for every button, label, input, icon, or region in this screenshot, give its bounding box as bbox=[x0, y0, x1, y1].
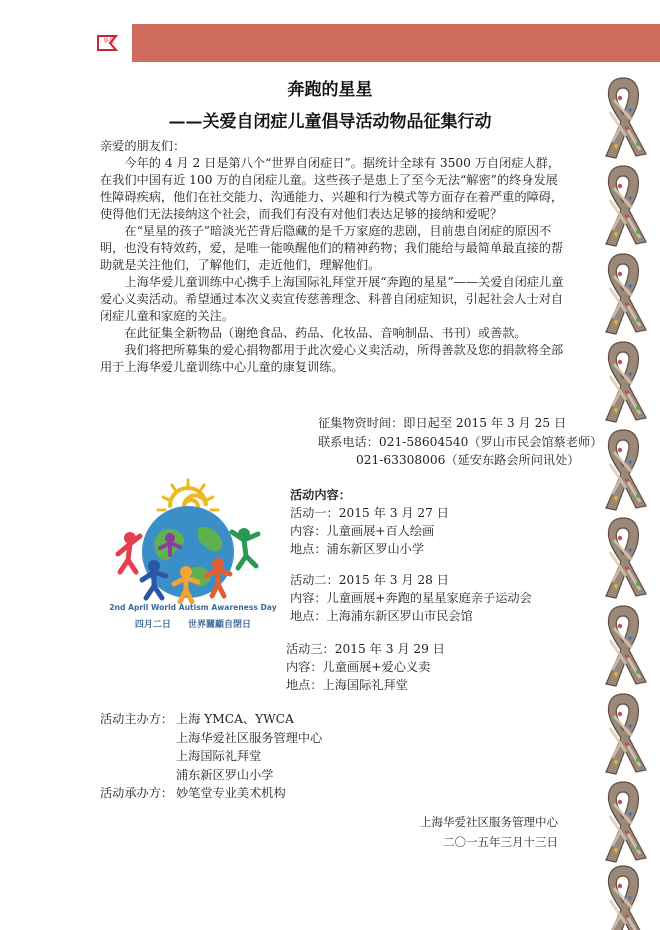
host-label: 活动主办方： bbox=[100, 712, 174, 726]
host-item: 上海国际礼拜堂 bbox=[176, 749, 262, 763]
activity-three bbox=[286, 640, 445, 694]
activity-one bbox=[290, 486, 449, 558]
host-row bbox=[100, 710, 322, 729]
activities-heading: 活动内容： bbox=[290, 488, 351, 502]
ribbon-column bbox=[592, 62, 660, 930]
contact-phone: 021-63308006（延安东路会所问讯处） bbox=[356, 453, 580, 467]
activity-place: 地点：上海浦东新区罗山市民会馆 bbox=[290, 609, 473, 623]
undertaker-label: 活动承办方： bbox=[100, 786, 174, 800]
logo bbox=[70, 24, 132, 62]
letter-paragraph: 我们将把所募集的爱心捐物都用于此次爱心义卖活动，所得善款及您的捐款将全部用于上海华爱儿童训练中心儿童的康复训练。 bbox=[100, 343, 564, 374]
autism-awareness-day-image bbox=[100, 476, 282, 634]
collection-period: 征集物资时间：即日起至 2015 年 3 月 25 日 bbox=[318, 416, 567, 430]
letter-body bbox=[100, 138, 570, 376]
host-item: 上海华爱社区服务管理中心 bbox=[176, 730, 323, 745]
header-bar bbox=[70, 24, 660, 62]
awareness-ribbon-icon bbox=[592, 686, 654, 778]
letter-paragraph: 在此征集全新物品（谢绝食品、药品、化妆品、音响制品、书刊）或善款。 bbox=[124, 326, 527, 340]
letter-paragraph: 在“星星的孩子”暗淡光芒背后隐藏的是千万家庭的悲剧，目前患自闭症的原因不明，也没有特效药，爱，是唯一能唤醒他们的精神药物；我们能给与最简单最直接的帮助就是关注他们，了解他们，走近他们，理解他们。 bbox=[100, 224, 564, 272]
awareness-caption-zh: 四月二日 世界關顧自閉日 bbox=[134, 620, 252, 630]
activity-date: 活动二：2015 年 3 月 28 日 bbox=[290, 573, 449, 587]
awareness-ribbon-icon bbox=[592, 774, 654, 866]
logo-text: 华爱 bbox=[103, 38, 116, 45]
awareness-ribbon-icon bbox=[592, 598, 654, 690]
activity-content: 内容：儿童画展+爱心义卖 bbox=[286, 660, 431, 674]
host-item: 上海 YMCA、YWCA bbox=[176, 712, 294, 726]
signature-date: 二〇一五年三月十三日 bbox=[443, 835, 558, 849]
awareness-ribbon-icon bbox=[592, 334, 654, 426]
collection-info bbox=[318, 414, 602, 470]
awareness-ribbon-icon bbox=[592, 158, 654, 250]
activity-date: 活动一：2015 年 3 月 27 日 bbox=[290, 506, 449, 520]
undertaker-row bbox=[100, 784, 322, 803]
signature bbox=[420, 812, 558, 852]
activity-place: 地点：浦东新区罗山小学 bbox=[290, 542, 425, 556]
host-item: 浦东新区罗山小学 bbox=[176, 767, 274, 782]
signature-org: 上海华爱社区服务管理中心 bbox=[420, 815, 558, 829]
undertaker-name: 妙笔堂专业美术机构 bbox=[176, 786, 286, 800]
greeting: 亲爱的朋友们： bbox=[100, 139, 186, 153]
activity-place: 地点：上海国际礼拜堂 bbox=[286, 678, 408, 692]
activity-content: 内容：儿童画展+奔跑的星星家庭亲子运动会 bbox=[290, 591, 532, 605]
activity-content: 内容：儿童画展+百人绘画 bbox=[290, 524, 435, 538]
organizers bbox=[100, 710, 322, 803]
page-subtitle: ——关爱自闭症儿童倡导活动物品征集行动 bbox=[168, 112, 492, 132]
page-title: 奔跑的星星 bbox=[287, 80, 373, 100]
contact-phone: 联系电话：021-58604540（罗山市民会馆蔡老师） bbox=[318, 434, 603, 449]
activity-two bbox=[290, 571, 532, 625]
letter-paragraph: 上海华爱儿童训练中心携手上海国际礼拜堂开展“奔跑的星星”——关爱自闭症儿童爱心义卖活动。希望通过本次义卖宣传慈善理念、科普自闭症知识，引起社会人士对自闭症儿童和家庭的关注。 bbox=[100, 275, 564, 323]
awareness-caption-en: 2nd April World Autism Awareness Day bbox=[109, 603, 277, 612]
awareness-ribbon-icon bbox=[592, 858, 654, 930]
awareness-ribbon-icon bbox=[592, 510, 654, 602]
globe-children-illustration bbox=[100, 476, 282, 604]
awareness-ribbon-icon bbox=[592, 246, 654, 338]
letter-paragraph: 今年的 4 月 2 日是第八个“世界自闭症日”。据统计全球有 3500 万自闭症人群，在我们中国有近 100 万的自闭症儿童。这些孩子是患上了至今无法“解密”的终身发展性障碍疾病，他们在社交能力、沟通能力、兴趣和行为模式等方面存在着严重的障碍，使得他们无法接纳这个社会，而我们有没有对他们表达足够的接纳和爱呢？ bbox=[100, 156, 564, 221]
activity-date: 活动三：2015 年 3 月 29 日 bbox=[286, 642, 445, 656]
